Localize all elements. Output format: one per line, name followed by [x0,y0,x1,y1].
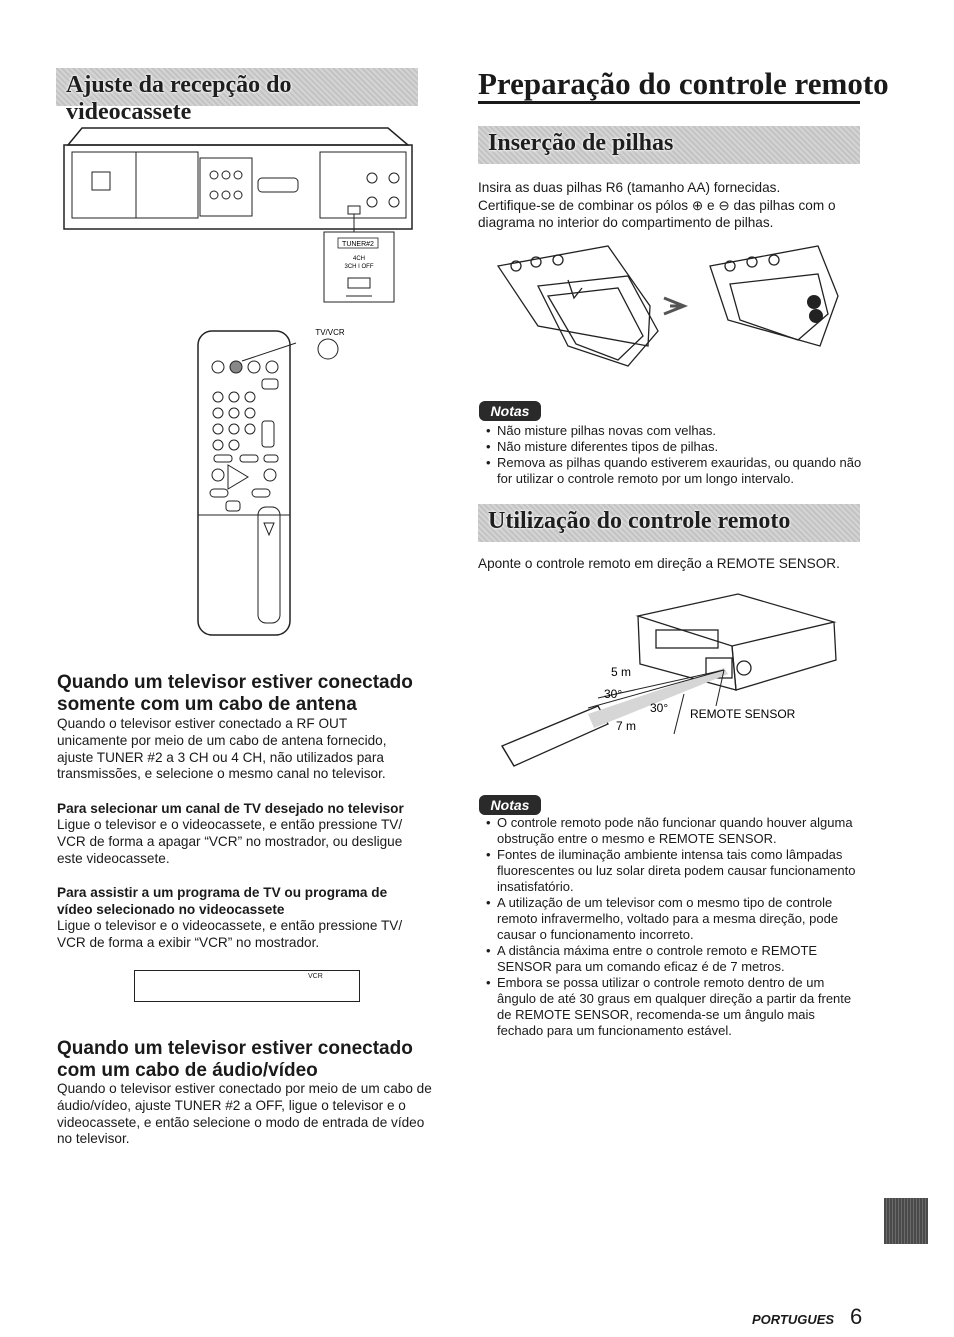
usage-note: • A distância máxima entre o controle remoto e REMOTE SENSOR para um comando eficaz é de 7 metros. [486,943,858,975]
insertion-title: Inserção de pilhas [488,130,674,156]
insertion-line2: Certifique-se de combinar os pólos ⊕ e ⊖ das pilhas com o diagrama no interior do compartimento de pilhas. [478,198,836,230]
sub-select-channel-heading: Para selecionar um canal de TV desejado no televisor [57,801,404,816]
sub-select-channel-body: Ligue o televisor e o videocassete, e então pressione TV/ VCR de forma a apagar “VCR” no mostrador, ou desligue este videocassete. [57,817,403,866]
vcr-rear-panel-figure [56,120,436,310]
left-section-title: Ajuste da recepção do videocassete [66,72,292,125]
remote-range-figure [478,586,862,782]
sub-watch-program-body: Ligue o televisor e o videocassete, e então pressione TV/ VCR de forma a exibir “VCR” no mostrador. [57,918,403,950]
angle-30-left: 30° [604,687,623,701]
insertion-notes-list [486,423,862,487]
insertion-notes-badge: Notas [479,401,541,421]
tvvcr-label: TV/VCR [315,328,345,337]
remote-sensor-label: REMOTE SENSOR [690,707,796,721]
usage-body: Aponte o controle remoto em direção a REMOTE SENSOR. [478,556,840,571]
page-number: 6 [850,1304,863,1329]
usage-banner [478,504,860,542]
insertion-note: • Remova as pilhas quando estiverem exauridas, ou quando não for utilizar o controle remoto por um longo intervalo. [486,455,862,487]
vcr-display-box [134,970,360,1002]
insertion-note: • Não misture pilhas novas com velhas. [486,423,862,439]
footer-language: PORTUGUES [752,1312,835,1327]
tuner-3ch-off-label: 3CH I OFF [344,264,374,270]
usage-title: Utilização do controle remoto [488,508,791,534]
usage-note: • A utilização de um televisor com o mesmo tipo de controle remoto infravermelho, voltado para a mesma direção, pode causar o funcionamento incorreto. [486,895,858,943]
tuner-4ch-label: 4CH [352,256,366,262]
usage-notes-list [486,815,858,1039]
remote-control-figure [196,325,356,640]
distance-5m: 5 m [611,665,632,679]
vcr-display-label: VCR [308,973,323,980]
page-title: Preparação do controle remoto [478,66,889,101]
tuner-label: TUNER#2 [342,241,374,248]
sub-watch-program-heading: Para assistir a um programa de TV ou programa de vídeo selecionado no videocassete [57,885,388,917]
angle-30-right: 30° [650,701,669,715]
insertion-note: • Não misture diferentes tipos de pilhas. [486,439,862,455]
section-av-heading: Quando um televisor estiver conectado com um cabo de áudio/vídeo [57,1038,413,1081]
usage-note: • Embora se possa utilizar o controle remoto dentro de um ângulo de até 30 graus em qualquer direção a partir da frente de REMOTE SENSOR, recomenda-se um ângulo mais fechado para um funcionamento estável. [486,975,858,1039]
usage-note: • O controle remoto pode não funcionar quando houver alguma obstrução entre o mesmo e REMOTE SENSOR. [486,815,858,847]
usage-note: • Fontes de iluminação ambiente intensa tais como lâmpadas fluorescentes ou luz solar direta podem causar funcionamento insatisfatório. [486,847,858,895]
section-antenna-body: Quando o televisor estiver conectado a RF OUT unicamente por meio de um cabo de antena fornecido, ajuste TUNER #2 a 3 CH ou 4 CH, não utilizados para transmissões, e selecione o mesmo canal no televisor. [57,716,387,782]
insertion-banner [478,126,860,164]
title-rule [478,101,860,104]
section-antenna-heading: Quando um televisor estiver conectado somente com um cabo de antena [57,672,413,715]
battery-insertion-figure [478,236,862,386]
distance-7m: 7 m [616,719,637,733]
page-edge-tab [884,1198,928,1244]
usage-notes-badge: Notas [479,795,541,815]
left-section-banner [56,68,418,125]
section-av-body: Quando o televisor estiver conectado por meio de um cabo de áudio/vídeo, ajuste TUNER #2 a OFF, ligue o televisor e o videocassete, e então selecione o modo de entrada de vídeo no televisor. [57,1081,432,1147]
insertion-line1: Insira as duas pilhas R6 (tamanho AA) fornecidas. [478,180,781,195]
